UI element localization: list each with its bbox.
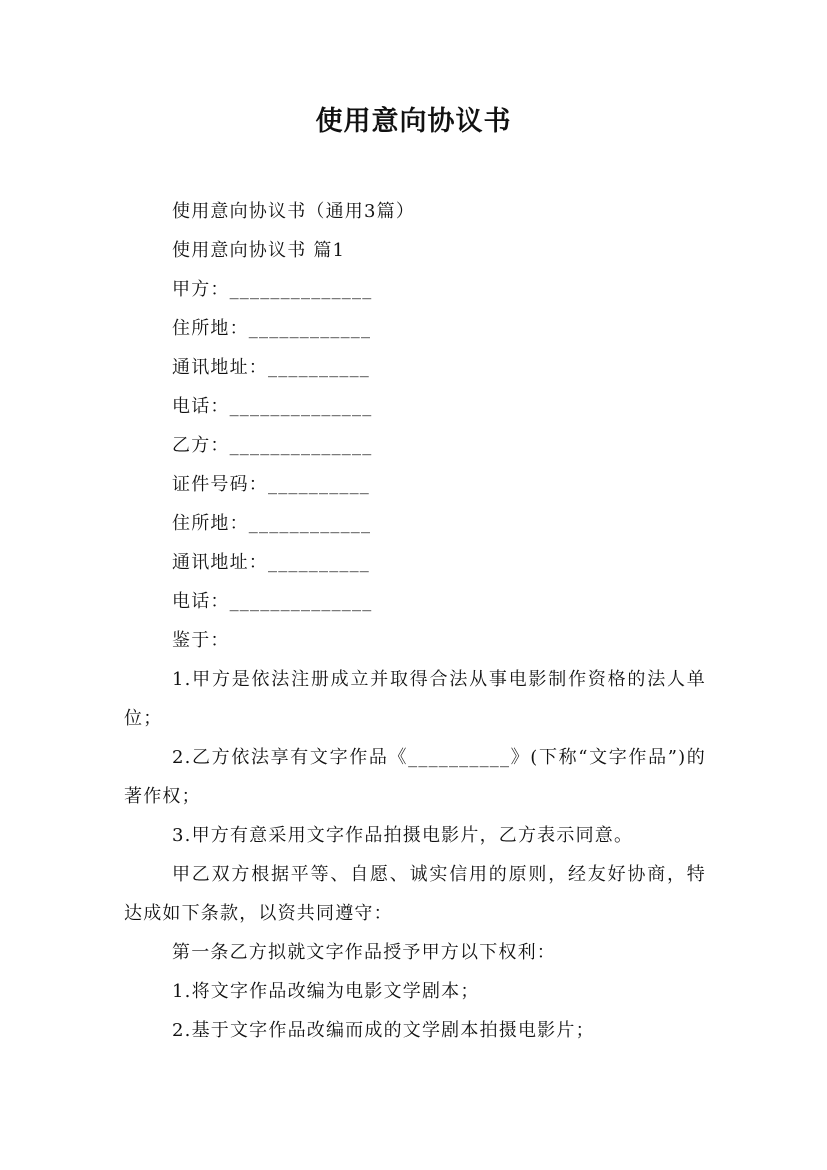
- document-title: 使用意向协议书: [315, 106, 512, 137]
- document-body: [124, 192, 706, 1050]
- party-a-mailing-address-field: 通讯地址：__________: [172, 357, 370, 378]
- party-b-address-field: 住所地：____________: [172, 513, 372, 534]
- subtitle-line: 使用意向协议书（通用3篇）: [172, 201, 416, 222]
- whereas-clause-3: 3.甲方有意采用文字作品拍摄电影片，乙方表示同意。: [172, 825, 634, 846]
- article-1-item-2: 2.基于文字作品改编而成的文学剧本拍摄电影片；: [172, 1020, 595, 1041]
- agreement-preamble: 甲乙双方根据平等、自愿、诚实信用的原则，经友好协商，特达成如下条款，以资共同遵守：: [124, 864, 706, 924]
- article-1-heading: 第一条乙方拟就文字作品授予甲方以下权利：: [172, 942, 556, 963]
- whereas-clause-1: 1.甲方是依法注册成立并取得合法从事电影制作资格的法人单位；: [124, 669, 706, 729]
- party-b-phone-field: 电话：______________: [172, 591, 373, 612]
- party-b-field: 乙方：______________: [172, 435, 373, 456]
- party-b-mailing-address-field: 通讯地址：__________: [172, 552, 370, 573]
- whereas-clause-2: 2.乙方依法享有文字作品《__________》(下称“文字作品”)的著作权；: [124, 747, 706, 807]
- party-a-address-field: 住所地：____________: [172, 318, 372, 339]
- party-a-phone-field: 电话：______________: [172, 396, 373, 417]
- whereas-heading: 鉴于：: [172, 630, 230, 651]
- party-b-id-number-field: 证件号码：__________: [172, 474, 370, 495]
- party-a-field: 甲方：______________: [172, 279, 373, 300]
- section-heading: 使用意向协议书 篇1: [172, 240, 346, 261]
- article-1-item-1: 1.将文字作品改编为电影文学剧本；: [172, 981, 480, 1002]
